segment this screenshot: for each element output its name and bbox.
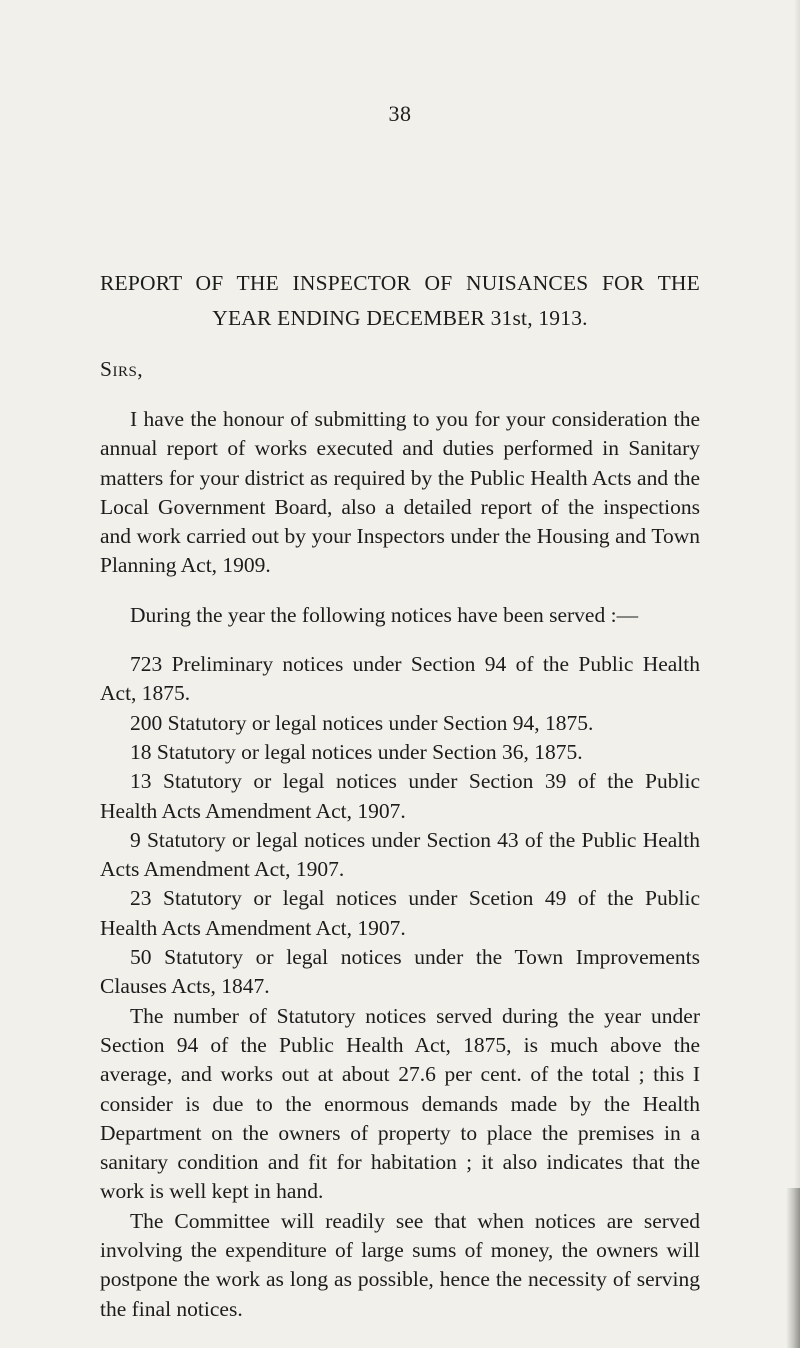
notice-item: 50 Statutory or legal notices under the Town Improvements Clauses Acts, 1847.	[100, 945, 700, 999]
salutation: Sirs,	[100, 357, 144, 381]
report-title	[100, 266, 700, 336]
summary-paragraph: The number of Statutory notices served during the year under Section 94 of the Public Health Act, 1875, is much above the average, and works out at about 27.6 per cent. of the total ; this I consider is due to the enormous demands made by the Health Department on the owners of property to place the premises in a sanitary condition and fit for habitation ; it also indicates that the work is well kept in hand.	[100, 1003, 700, 1204]
conclusion-paragraph: The Committee will readily see that when notices are served involving the expenditure of large sums of money, the owners will postpone the work as long as possible, hence the necessity of serving the final notices.	[100, 1208, 700, 1321]
notices-intro-paragraph: During the year the following notices have been served :—	[130, 602, 639, 627]
notice-item: 9 Statutory or legal notices under Section 43 of the Public Health Acts Amendment Act, 1907.	[100, 827, 700, 882]
page-corner-shadow	[786, 1188, 800, 1348]
page-number: 38	[388, 101, 412, 126]
notice-item: 200 Statutory or legal notices under Section 94, 1875.	[130, 710, 594, 735]
intro-paragraph: I have the honour of submitting to you for your consideration the annual report of works executed and duties performed in Sanitary matters for your district as required by the Public Health Acts and the Local Government Board, also a detailed report of the inspections and work carried out by your Inspectors under the Housing and Town Planning Act, 1909.	[100, 407, 700, 578]
report-title-line-1: REPORT OF THE INSPECTOR OF NUISANCES FOR THE	[100, 271, 700, 295]
report-body	[100, 405, 700, 1324]
notice-item: 23 Statutory or legal notices under Scetion 49 of the Public Health Acts Amendment Act, 1907.	[100, 886, 700, 940]
report-title-line-2: YEAR ENDING DECEMBER 31st, 1913.	[212, 306, 588, 330]
notice-item: 13 Statutory or legal notices under Section 39 of the Public Health Acts Amendment Act, 1907.	[100, 769, 700, 823]
notice-item: 723 Preliminary notices under Section 94 of the Public Health Act, 1875.	[100, 652, 700, 706]
page-edge-shadow	[794, 0, 800, 1348]
notice-item: 18 Statutory or legal notices under Section 36, 1875.	[130, 739, 583, 764]
